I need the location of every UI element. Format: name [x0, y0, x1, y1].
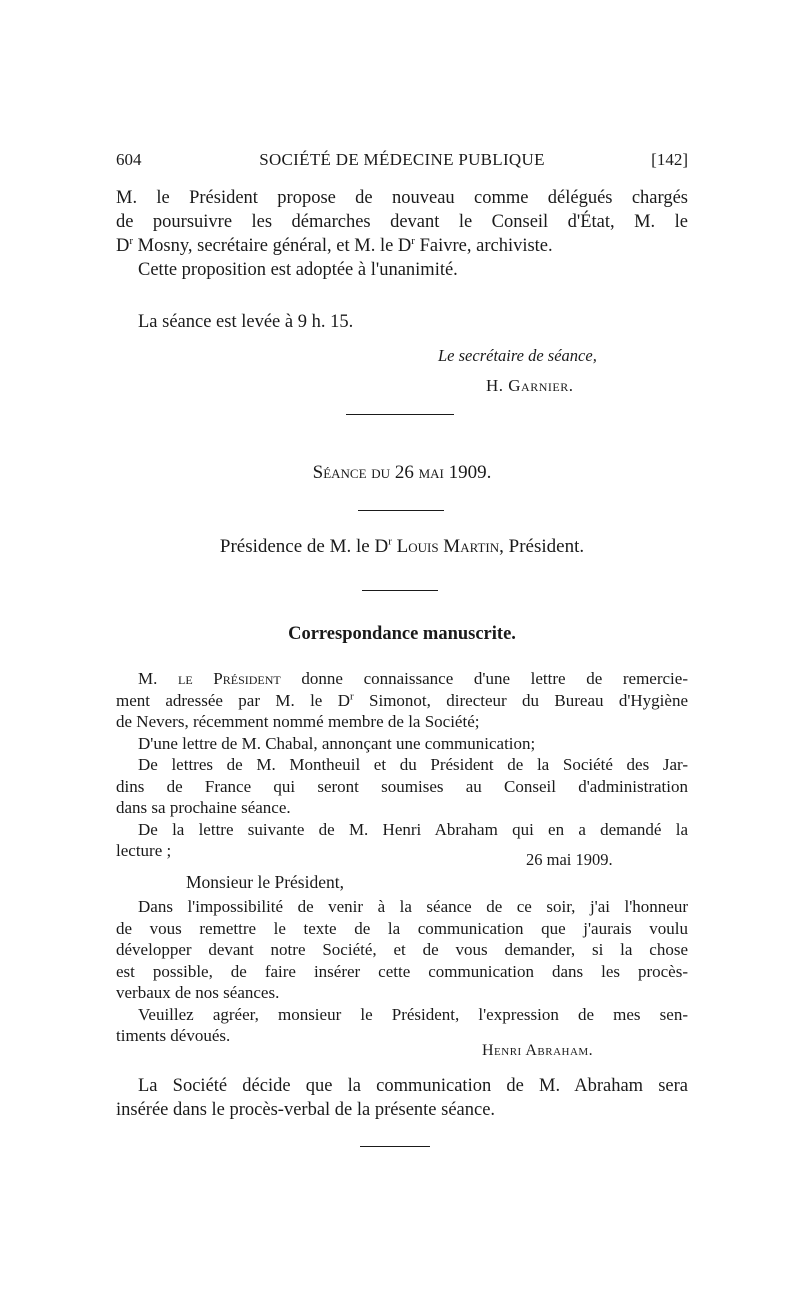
divider-rule	[358, 510, 444, 511]
intro-line: de poursuivre les démarches devant le Conseil d'État, M. le	[116, 212, 688, 232]
secretary-role: Le secrétaire de séance,	[438, 346, 597, 365]
correspondence-line: ment adressée par M. le $D^r$ Simonot, directeur du Bureau d'Hygiène	[116, 689, 689, 710]
intro-line: $D^r$ Mosny, secrétaire général, et M. le $D^r$ Faivre, archiviste.	[116, 234, 553, 256]
letter-line: timents dévoués.	[116, 1026, 231, 1045]
letter-line: est possible, de faire insérer cette communication dans les procès-	[116, 961, 688, 981]
correspondence-line: D'une lettre de M. Chabal, annonçant une communication;	[138, 733, 536, 753]
divider-rule	[362, 590, 438, 591]
decision-paragraph	[116, 1074, 688, 1122]
presidency-line: Présidence de M. le $D^r$ Louis Martin, Président.	[219, 535, 585, 557]
letter-line: Veuillez agréer, monsieur le Président, l'expression de mes sen-	[138, 1004, 688, 1024]
correspondence-line: dins de France qui seront soumises au Conseil d'administration	[116, 776, 688, 796]
correspondence-line: dans sa prochaine séance.	[116, 798, 291, 817]
intro-paragraph	[116, 186, 688, 282]
session-title: Séance du 26 mai 1909.	[312, 462, 492, 483]
secretary-name: H. Garnier.	[486, 376, 574, 395]
letter-line: Dans l'impossibilité de venir à la séance de ce soir, j'ai l'honneur	[138, 897, 688, 916]
correspondence-line: De la lettre suivante de M. Henri Abraham qui en a demandé la	[138, 819, 688, 839]
correspondence-line: de Nevers, récemment nommé membre de la Société;	[116, 712, 480, 731]
letter-salutation: Monsieur le Président,	[186, 872, 344, 892]
correspondence-block	[116, 668, 688, 862]
letter-signature: Henri Abraham.	[482, 1042, 594, 1059]
decision-line: La Société décide que la communication de M. Abraham sera	[138, 1076, 688, 1096]
running-header	[116, 150, 688, 176]
correspondence-line: De lettres de M. Montheuil et du Président de la Société des Jar-	[138, 755, 688, 774]
letter-line: développer devant notre Société, et de vous demander, si la chose	[116, 940, 688, 959]
correspondence-line: lecture ;	[116, 841, 172, 860]
running-title: SOCIÉTÉ DE MÉDECINE PUBLIQUE	[259, 150, 545, 169]
letter-line: de vous remettre le texte de la communication que j'aurais voulu	[116, 918, 688, 938]
intro-line: M. le Président propose de nouveau comme délégués chargés	[116, 188, 688, 208]
letter-body	[116, 896, 688, 1047]
correspondence-line: M. le Président donne connaissance d'une lettre de remercie-	[138, 669, 688, 688]
adoption-line: Cette proposition est adoptée à l'unanimité.	[138, 260, 458, 280]
letter-date: 26 mai 1909.	[526, 850, 613, 869]
divider-rule	[346, 414, 454, 415]
decision-line: insérée dans le procès-verbal de la présente séance.	[116, 1100, 496, 1120]
bracket-page-number: [142]	[651, 150, 688, 169]
section-heading: Correspondance manuscrite.	[288, 624, 516, 644]
page-number: 604	[116, 150, 142, 169]
letter-line: verbaux de nos séances.	[116, 983, 280, 1002]
divider-rule	[360, 1146, 430, 1147]
closing-line: La séance est levée à 9 h. 15.	[138, 312, 354, 332]
